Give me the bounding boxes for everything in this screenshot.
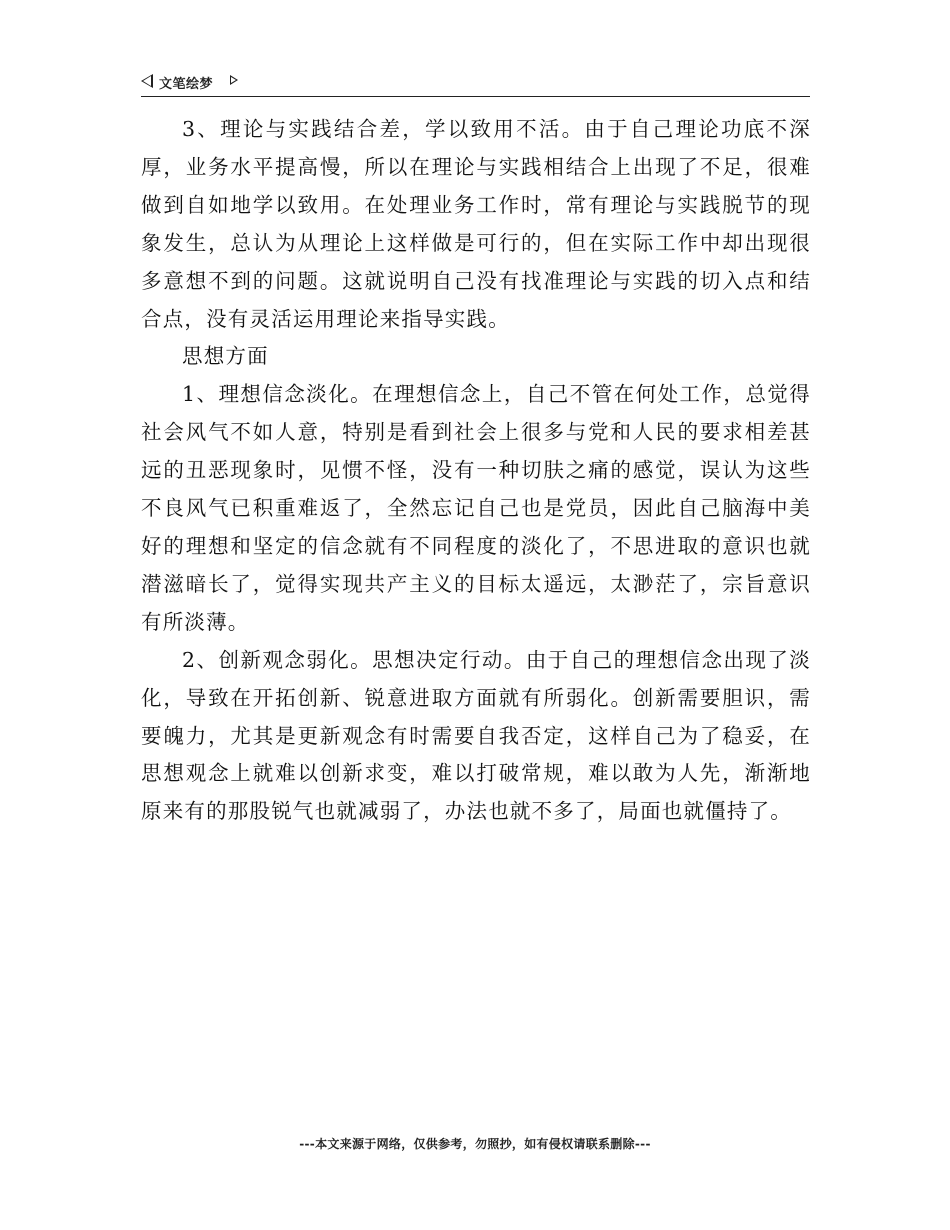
page-header bbox=[141, 68, 810, 97]
header-brand: 文笔绘梦 bbox=[159, 77, 214, 92]
right-triangle-icon bbox=[230, 75, 238, 85]
paragraph-theory-practice: 3、理论与实践结合差，学以致用不活。由于自己理论功底不深厚，业务水平提高慢，所以在理论与实践相结合上出现了不足，很难做到自如地学以致用。在处理业务工作时，常有理论与实践脱节的现象发生，总认为从理论上这样做是可行的，但在实际工作中却出现很多意想不到的问题。这就说明自己没有找准理论与实践的切入点和结合点，没有灵活运用理论来指导实践。 bbox=[141, 117, 811, 331]
section-heading-thought: 思想方面 bbox=[182, 344, 269, 369]
paragraph-innovation: 2、创新观念弱化。思想决定行动。由于自己的理想信念出现了淡化，导致在开拓创新、锐意进取方面就有所弱化。创新需要胆识，需要魄力，尤其是更新观念有时需要自我否定，这样自己为了稳妥，在思想观念上就难以创新求变，难以打破常规，难以敢为人先，渐渐地原来有的那股锐气也就减弱了，办法也就不多了，局面也就僵持了。 bbox=[141, 647, 811, 824]
left-triangle-icon bbox=[141, 74, 153, 88]
page-footer: ---本文来源于网络，仅供参考，勿照抄，如有侵权请联系删除--- bbox=[299, 1137, 651, 1151]
document-body bbox=[141, 111, 811, 831]
paragraph-ideals-beliefs: 1、理想信念淡化。在理想信念上，自己不管在何处工作，总觉得社会风气不如人意，特别是看到社会上很多与党和人民的要求相差甚远的丑恶现象时，见惯不怪，没有一种切肤之痛的感觉，误认为这些不良风气已积重难返了，全然忘记自己也是党员，因此自己脑海中美好的理想和坚定的信念就有不同程度的淡化了，不思进取的意识也就潜滋暗长了，觉得实现共产主义的目标太遥远，太渺茫了，宗旨意识有所淡薄。 bbox=[141, 382, 811, 634]
